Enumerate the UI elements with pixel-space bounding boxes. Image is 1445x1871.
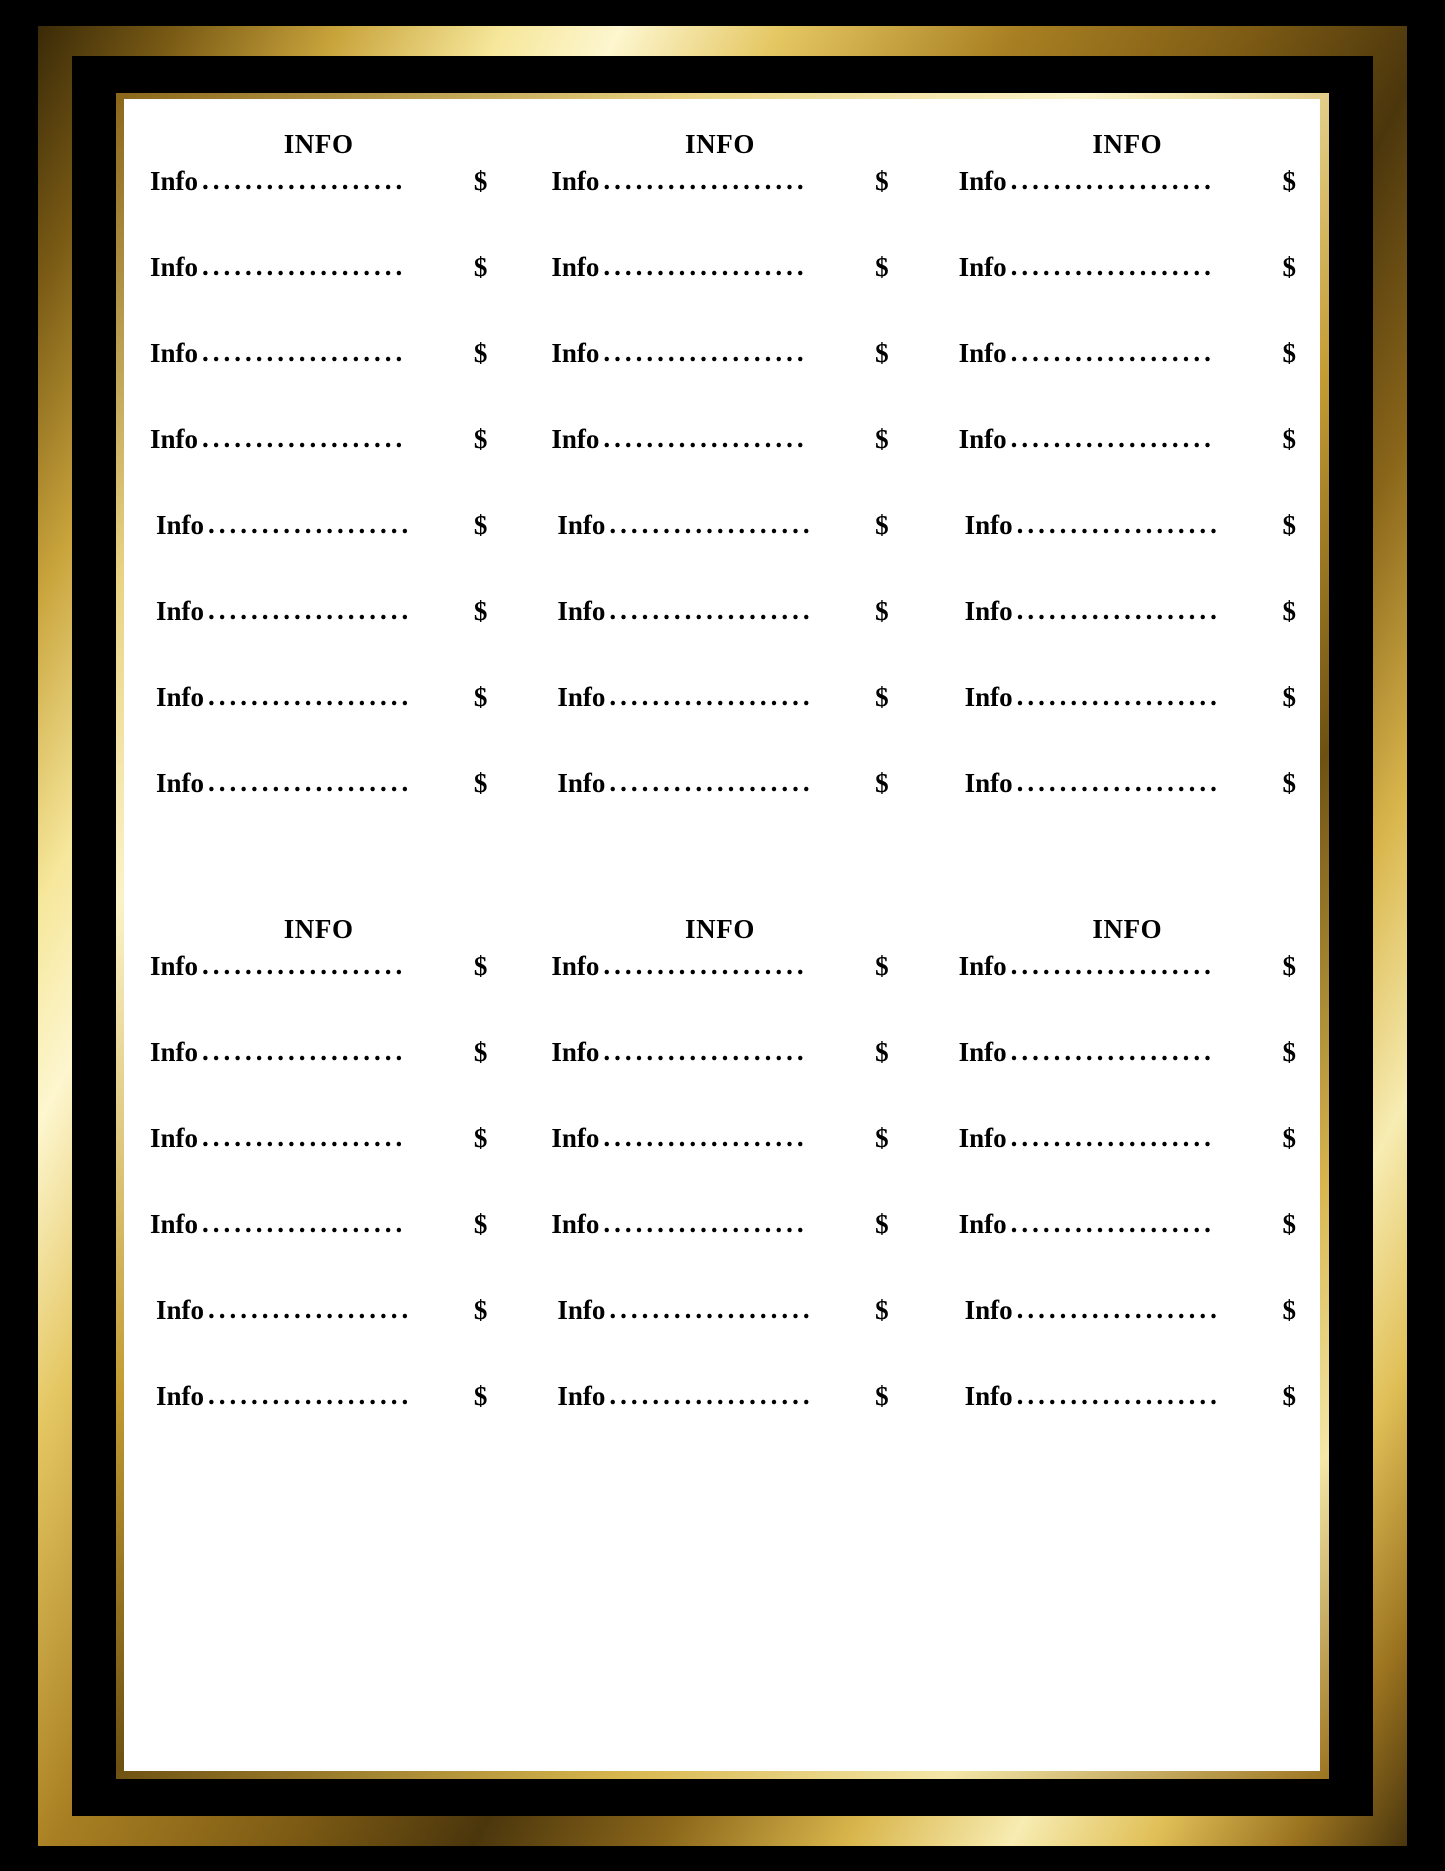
info-row-amount: $	[473, 424, 488, 454]
info-row	[551, 338, 888, 424]
info-row	[959, 682, 1296, 768]
info-column-bottom-1	[124, 914, 521, 1467]
info-row	[959, 166, 1296, 252]
dot-leader: ...................	[202, 1038, 407, 1065]
info-row-label: Info	[551, 424, 600, 454]
info-row	[551, 1209, 888, 1295]
info-row-label: Info	[150, 951, 199, 981]
info-row	[551, 1295, 888, 1381]
info-row	[150, 1123, 487, 1209]
info-column-bottom-2	[521, 914, 918, 1467]
info-row-amount: $	[875, 951, 889, 981]
dot-leader: ...................	[603, 339, 808, 366]
info-row-amount: $	[473, 1381, 488, 1411]
info-row-amount: $	[1282, 682, 1296, 712]
info-column-top-1	[124, 129, 521, 854]
info-row-label: Info	[150, 252, 199, 282]
dot-leader: ...................	[202, 1210, 407, 1237]
dot-leader: ...................	[609, 1296, 814, 1323]
info-row	[959, 1209, 1296, 1295]
info-row-label: Info	[150, 1209, 199, 1239]
info-column-top-2	[521, 129, 918, 854]
column-heading: INFO	[1092, 914, 1163, 944]
dot-leader: ...................	[202, 253, 407, 280]
info-row-amount: $	[875, 1381, 889, 1411]
info-row-amount: $	[1282, 951, 1296, 981]
info-row-label: Info	[958, 424, 1007, 454]
info-row-label: Info	[150, 1037, 199, 1067]
info-row-amount: $	[1282, 1295, 1296, 1325]
info-row-amount: $	[1282, 768, 1296, 798]
info-row-label: Info	[964, 1381, 1013, 1411]
info-row-amount: $	[1282, 252, 1296, 282]
info-row-amount: $	[1282, 1123, 1296, 1153]
info-row-amount: $	[473, 338, 488, 368]
info-row-amount: $	[875, 768, 889, 798]
info-row-amount: $	[473, 166, 488, 196]
info-row	[959, 338, 1296, 424]
dot-leader: ...................	[202, 1124, 407, 1151]
info-row	[551, 424, 888, 510]
info-column-top-3	[919, 129, 1320, 854]
info-row-label: Info	[958, 338, 1007, 368]
info-row-label: Info	[557, 510, 606, 540]
dot-leader: ...................	[1010, 952, 1215, 979]
info-row-label: Info	[964, 682, 1013, 712]
column-heading: INFO	[685, 129, 755, 159]
info-row-amount: $	[875, 1123, 889, 1153]
info-row-label: Info	[958, 951, 1007, 981]
dot-leader: ...................	[202, 425, 407, 452]
info-row	[150, 1037, 487, 1123]
column-heading: INFO	[283, 914, 354, 944]
info-row-label: Info	[156, 682, 205, 712]
info-row-label: Info	[964, 510, 1013, 540]
info-row-amount: $	[875, 596, 889, 626]
info-row-amount: $	[1282, 596, 1296, 626]
info-row-amount: $	[1282, 424, 1296, 454]
dot-leader: ...................	[1016, 683, 1221, 710]
info-row-label: Info	[557, 1295, 606, 1325]
column-heading: INFO	[283, 129, 354, 159]
info-row-label: Info	[958, 1123, 1007, 1153]
info-row-label: Info	[551, 951, 600, 981]
dot-leader: ...................	[603, 1210, 808, 1237]
info-row-amount: $	[473, 951, 488, 981]
info-row	[551, 252, 888, 338]
info-row-amount: $	[1282, 338, 1296, 368]
info-row-label: Info	[557, 682, 606, 712]
info-row-amount: $	[875, 252, 889, 282]
info-row	[150, 252, 487, 338]
dot-leader: ...................	[609, 683, 814, 710]
info-row-amount: $	[473, 1123, 488, 1153]
info-row-amount: $	[473, 682, 488, 712]
info-row-label: Info	[156, 510, 205, 540]
info-row	[959, 1037, 1296, 1123]
info-row-amount: $	[1282, 166, 1296, 196]
info-row	[959, 252, 1296, 338]
dot-leader: ...................	[1010, 167, 1215, 194]
dot-leader: ...................	[208, 597, 413, 624]
info-block-bottom	[124, 854, 1320, 1467]
dot-leader: ...................	[1016, 511, 1221, 538]
info-row	[150, 424, 487, 510]
info-row	[551, 768, 888, 854]
info-row	[551, 1381, 888, 1467]
info-row	[551, 1037, 888, 1123]
info-row-amount: $	[875, 682, 889, 712]
dot-leader: ...................	[1016, 1296, 1221, 1323]
dot-leader: ...................	[609, 597, 814, 624]
info-row	[959, 768, 1296, 854]
dot-leader: ...................	[1010, 1124, 1215, 1151]
info-row	[150, 951, 487, 1037]
dot-leader: ...................	[1010, 339, 1215, 366]
info-row-amount: $	[473, 1037, 488, 1067]
info-row-amount: $	[1282, 1209, 1296, 1239]
info-row-label: Info	[150, 424, 199, 454]
info-row	[551, 951, 888, 1037]
info-row-label: Info	[557, 768, 606, 798]
info-row-label: Info	[964, 768, 1013, 798]
dot-leader: ...................	[609, 1382, 814, 1409]
info-row-amount: $	[473, 1209, 488, 1239]
info-row-label: Info	[156, 768, 205, 798]
info-row-amount: $	[473, 1295, 488, 1325]
info-row	[551, 682, 888, 768]
info-row	[551, 166, 888, 252]
info-row-amount: $	[875, 1037, 889, 1067]
paper-sheet	[124, 99, 1320, 1771]
info-row	[959, 1381, 1296, 1467]
dot-leader: ...................	[603, 1124, 808, 1151]
info-row-label: Info	[557, 596, 606, 626]
info-row-amount: $	[875, 1295, 889, 1325]
column-heading: INFO	[1092, 129, 1163, 159]
dot-leader: ...................	[208, 511, 413, 538]
dot-leader: ...................	[1016, 769, 1221, 796]
dot-leader: ...................	[603, 253, 808, 280]
info-row	[150, 1381, 487, 1467]
info-row	[150, 596, 487, 682]
info-row-amount: $	[1282, 510, 1296, 540]
dot-leader: ...................	[1010, 1038, 1215, 1065]
dot-leader: ...................	[609, 511, 814, 538]
info-row	[959, 951, 1296, 1037]
info-row-label: Info	[150, 338, 199, 368]
dot-leader: ...................	[208, 769, 413, 796]
column-heading: INFO	[685, 914, 755, 944]
dot-leader: ...................	[603, 1038, 808, 1065]
info-row-label: Info	[551, 1209, 600, 1239]
dot-leader: ...................	[1016, 597, 1221, 624]
dot-leader: ...................	[202, 167, 407, 194]
info-block-top	[124, 99, 1320, 854]
info-row-amount: $	[473, 596, 488, 626]
info-row-label: Info	[156, 1295, 205, 1325]
dot-leader: ...................	[603, 167, 808, 194]
info-row-label: Info	[156, 596, 205, 626]
info-row-amount: $	[1282, 1037, 1296, 1067]
info-row-amount: $	[875, 424, 889, 454]
dot-leader: ...................	[1010, 1210, 1215, 1237]
info-row-amount: $	[875, 1209, 889, 1239]
info-row	[150, 1209, 487, 1295]
info-row-label: Info	[551, 166, 600, 196]
info-row-amount: $	[875, 510, 889, 540]
info-row-amount: $	[1282, 1381, 1296, 1411]
info-row-label: Info	[150, 1123, 199, 1153]
info-row	[551, 510, 888, 596]
dot-leader: ...................	[208, 1296, 413, 1323]
dot-leader: ...................	[208, 683, 413, 710]
dot-leader: ...................	[1016, 1382, 1221, 1409]
info-row-amount: $	[473, 768, 488, 798]
info-row-label: Info	[958, 1209, 1007, 1239]
info-row-label: Info	[150, 166, 199, 196]
info-row-label: Info	[156, 1381, 205, 1411]
info-row-label: Info	[551, 1037, 600, 1067]
info-column-bottom-3	[919, 914, 1320, 1467]
info-row	[959, 1123, 1296, 1209]
info-row-label: Info	[557, 1381, 606, 1411]
info-row-label: Info	[551, 252, 600, 282]
info-row	[150, 338, 487, 424]
info-row	[959, 510, 1296, 596]
info-row-label: Info	[551, 338, 600, 368]
info-row-label: Info	[964, 596, 1013, 626]
dot-leader: ...................	[1010, 253, 1215, 280]
info-row	[551, 596, 888, 682]
info-row-amount: $	[473, 510, 488, 540]
info-row	[959, 596, 1296, 682]
info-row	[551, 1123, 888, 1209]
info-row	[150, 682, 487, 768]
info-row-label: Info	[964, 1295, 1013, 1325]
dot-leader: ...................	[1010, 425, 1215, 452]
dot-leader: ...................	[603, 952, 808, 979]
info-row-label: Info	[958, 252, 1007, 282]
info-row-label: Info	[958, 1037, 1007, 1067]
dot-leader: ...................	[202, 339, 407, 366]
info-row	[959, 424, 1296, 510]
document-content	[124, 99, 1320, 1771]
info-row	[959, 1295, 1296, 1381]
info-row-amount: $	[875, 166, 889, 196]
info-row	[150, 768, 487, 854]
info-row-amount: $	[473, 252, 488, 282]
info-row	[150, 510, 487, 596]
info-row-label: Info	[551, 1123, 600, 1153]
info-row-amount: $	[875, 338, 889, 368]
dot-leader: ...................	[202, 952, 407, 979]
info-row-label: Info	[958, 166, 1007, 196]
dot-leader: ...................	[609, 769, 814, 796]
info-row	[150, 166, 487, 252]
dot-leader: ...................	[603, 425, 808, 452]
info-row	[150, 1295, 487, 1381]
dot-leader: ...................	[208, 1382, 413, 1409]
